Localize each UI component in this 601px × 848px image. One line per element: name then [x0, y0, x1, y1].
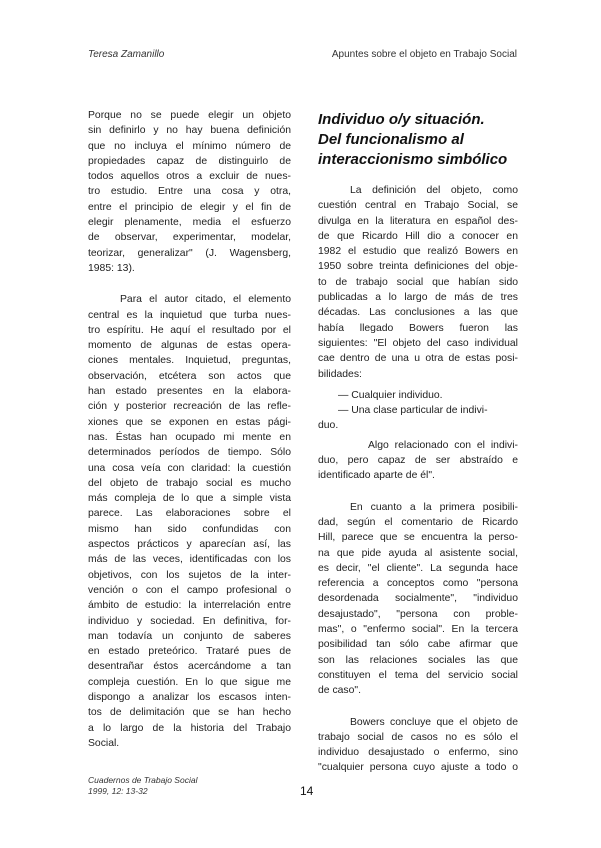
- text-line: 1985: 13).: [88, 262, 135, 274]
- text-line: cuestión central en Trabajo Social, se: [318, 200, 518, 212]
- text-line: nas. Éstas han ocupado mi mente en: [88, 431, 291, 443]
- text-line: ámbito de estudio: la interrelación entre: [88, 600, 291, 612]
- paragraph: [318, 438, 518, 484]
- text-line: vención o con el campo profesional o: [88, 584, 291, 596]
- text-line: central es la inquietud que turba nues-: [88, 309, 291, 321]
- right-column: [318, 183, 518, 792]
- text-line: dad, según el comentario de Ricardo: [318, 516, 518, 528]
- text-line: La definición del objeto, como: [350, 185, 518, 196]
- page-number: 14: [300, 784, 314, 798]
- text-line: en estado preteórico. Trataré pues de: [88, 646, 291, 658]
- text-line: mas", o "enfermo social". En la tercera: [318, 624, 518, 636]
- text-line: Social.: [88, 737, 120, 749]
- text-line: constituyen el tema del servicio social: [318, 669, 518, 681]
- text-line: a lo largo de la historia del Trabajo: [88, 722, 291, 734]
- text-line: había llegado Bowers fueron las: [318, 322, 518, 334]
- text-line: tos de delimitación que se han hecho: [88, 707, 291, 719]
- text-line: de caso".: [318, 685, 361, 697]
- text-line: mismo han sido confundidas con: [88, 523, 291, 535]
- text-line: es decir, "el cliente". La segunda hace: [318, 562, 518, 574]
- text-line: tro espíritu. He aquí el resultado por el: [88, 324, 291, 336]
- text-line: elegir plenamente, media el esfuerzo: [88, 217, 291, 229]
- text-line: más de las veces, identificadas con los: [88, 554, 291, 566]
- text-line: observación, etcétera son actos que: [88, 370, 291, 382]
- text-line: "cualquier persona cuyo ajuste a todo o: [318, 762, 518, 774]
- text-line: na que pide ayuda al asistente social,: [318, 547, 518, 559]
- text-line: de que Ricardo Hill dio a conocer en: [318, 230, 518, 242]
- text-line: son las relaciones sociales las que: [318, 654, 518, 666]
- text-line: determinados períodos de tiempo. Sólo: [88, 447, 291, 459]
- text-line: trabajo social de casos no es sólo el: [318, 731, 518, 743]
- text-line: 1982 el estudio que realizó Bowers en: [318, 246, 518, 258]
- text-line: dispongo a analizar los escasos inten-: [88, 691, 291, 703]
- text-line: todos aquellos otros a excluir de nues-: [88, 171, 291, 183]
- text-line: Para el autor citado, el elemento: [120, 294, 291, 306]
- text-line: — Cualquier individuo.: [338, 389, 443, 401]
- footer-citation: [88, 775, 197, 797]
- text-line: objetivos, con los sujetos de la inter-: [88, 569, 291, 581]
- text-line: entre el principio de elegir y el fin de: [88, 201, 291, 213]
- text-line: siguientes: "El objeto del caso individual: [318, 337, 518, 349]
- text-line: posibilidad tan sólo cabe afirmar que: [318, 639, 518, 651]
- text-line: Porque no se puede elegir un objeto: [88, 110, 291, 121]
- text-line: propiedades capaz de distinguirlo de: [88, 155, 291, 167]
- section-title-line: interaccionismo simbólico: [318, 151, 508, 168]
- section-title: [318, 110, 538, 170]
- text-line: momento de algunas de estas opera-: [88, 340, 291, 352]
- text-line: 1950 sobre treinta definiciones del obje-: [318, 261, 518, 273]
- text-line: compleja cuestión. En lo que sigue me: [88, 676, 291, 688]
- text-line: En cuanto a la primera posibili-: [350, 501, 518, 513]
- paragraph: [88, 108, 291, 276]
- text-line: tro estudio. Entre una cosa y otra,: [88, 186, 291, 198]
- paragraph: [318, 715, 518, 776]
- text-line: décadas. Las conclusiones a las que: [318, 307, 518, 319]
- footer-journal: Cuadernos de Trabajo Social: [88, 775, 198, 785]
- text-line: cae dentro de una u otra de estas posi-: [318, 353, 518, 365]
- text-line: desentrañar éstos acercándome a tan: [88, 661, 291, 673]
- text-line: desordenada socialmente", "individuo: [318, 593, 518, 605]
- text-line: — Una clase particular de indivi-: [338, 405, 488, 417]
- text-line: que no incluya el mínimo número de: [88, 140, 291, 152]
- section-title-line: Del funcionalismo al: [318, 131, 464, 148]
- paragraph: [88, 292, 291, 751]
- text-line: ciones mentales. Inquietud, preguntas,: [88, 355, 291, 367]
- text-line: referencia a conceptos como "persona: [318, 578, 518, 590]
- text-line: to de trabajo social que habían sido: [318, 276, 518, 288]
- text-line: Hill, parece que se encuentra la perso-: [318, 532, 518, 544]
- text-line: man todavía un conjunto de saberes: [88, 630, 291, 642]
- text-line: ción y posterior recreación de las refle-: [88, 401, 291, 413]
- running-header-author: Teresa Zamanillo: [88, 49, 165, 60]
- text-line: individuo desajustado o enfermo, sino: [318, 747, 518, 759]
- text-line: parece. Las elaboraciones sobre el: [88, 508, 291, 520]
- text-line: duo, pero capaz de ser abstraído e: [318, 455, 518, 467]
- text-line: identificado aparte de él".: [318, 470, 435, 482]
- text-line: duo.: [318, 420, 339, 432]
- text-line: individuo y sociedad. En definitiva, for-: [88, 615, 291, 627]
- text-line: han estado presentes en la elabora-: [88, 386, 291, 398]
- text-line: divulga en la literatura en español des-: [318, 215, 518, 227]
- text-line: una cosa veía con claridad: la cuestión: [88, 462, 291, 474]
- text-line: más compleja de lo que a simple vista: [88, 493, 291, 505]
- text-line: del objeto de trabajo social es mucho: [88, 477, 291, 489]
- text-line: aspectos prácticos y aparecían así, las: [88, 539, 291, 551]
- text-line: desajustado", "persona con proble-: [318, 608, 518, 620]
- section-title-line: Individuo o/y situación.: [318, 111, 485, 128]
- footer-issue: 1999, 12: 13-32: [88, 786, 148, 796]
- paragraph: [318, 500, 518, 699]
- text-line: sin definirlo y no hay buena definición: [88, 125, 291, 137]
- left-column: [88, 108, 291, 767]
- list: [318, 388, 518, 434]
- text-line: bilidades:: [318, 368, 362, 380]
- paragraph: [318, 183, 518, 382]
- text-line: publicadas a lo largo de más de tres: [318, 292, 518, 304]
- text-line: teorizar, generalizar" (J. Wagensberg,: [88, 247, 291, 259]
- text-line: xiones que se exponen en estas pági-: [88, 416, 291, 428]
- text-line: Algo relacionado con el indivi-: [368, 439, 518, 451]
- running-header-title: Apuntes sobre el objeto en Trabajo Social: [331, 49, 517, 60]
- text-line: de observar, experimentar, modelar,: [88, 232, 291, 244]
- text-line: Bowers concluye que el objeto de: [350, 716, 518, 728]
